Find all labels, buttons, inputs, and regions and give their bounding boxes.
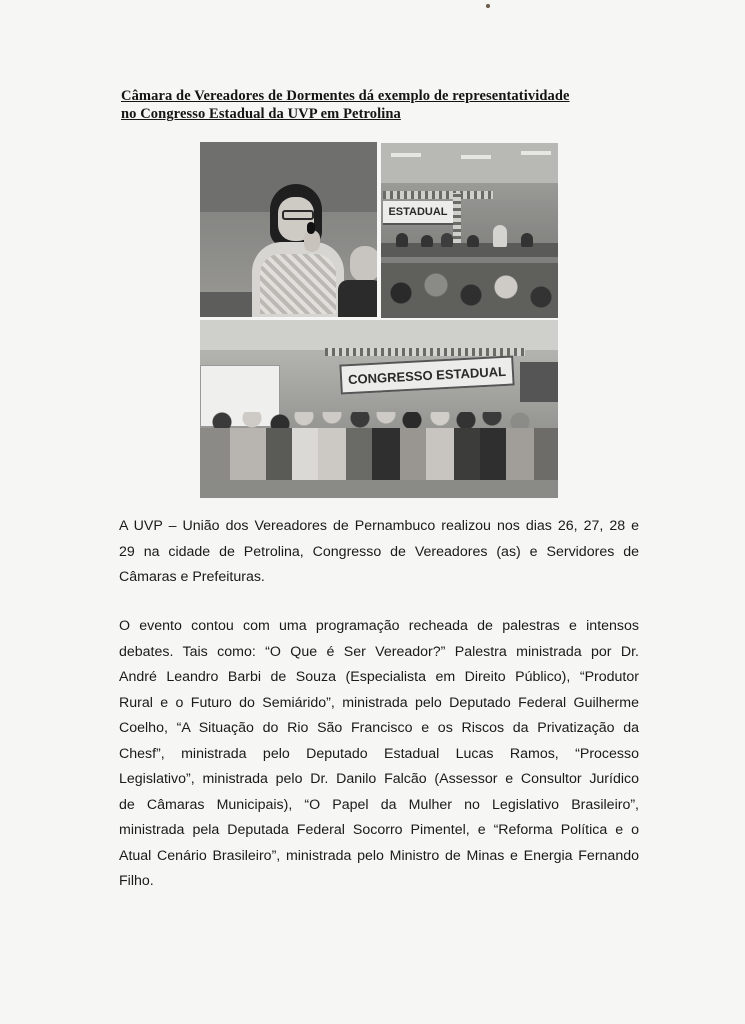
- paragraph-2-line: Coelho, “A Situação do Rio São Francisco e os Riscos da Privatização da: [119, 720, 639, 736]
- photo3-banner: CONGRESSO ESTADUAL: [339, 355, 514, 394]
- paragraph-1-line: Câmaras e Prefeituras.: [119, 569, 265, 585]
- title-line-1: Câmara de Vereadores de Dormentes dá exemplo de representatividade: [121, 88, 570, 104]
- paragraph-1-line: 29 na cidade de Petrolina, Congresso de Vereadores (as) e Servidores de: [119, 543, 639, 560]
- paragraph-2-line: Filho.: [119, 873, 154, 889]
- paragraph-2-line: Atual Cenário Brasileiro”, ministrada pelo Ministro de Minas e Energia Fernando: [119, 847, 639, 864]
- paragraph-2-line: Chesf”, ministrada pelo Deputado Estadual Lucas Ramos, “Processo: [119, 745, 639, 762]
- paragraph-2-line: O evento contou com uma programação recheada de palestras e intensos: [119, 618, 639, 634]
- paragraph-1-line: A UVP – União dos Vereadores de Pernambuco realizou nos dias 26, 27, 28 e: [119, 518, 639, 534]
- paragraph-2-line: André Leandro Barbi de Souza (Especialista em Direito Público), “Produtor: [119, 669, 639, 685]
- photo-group: [200, 320, 558, 498]
- paragraph-2: [119, 614, 639, 895]
- paragraph-2-line: debates. Tais como: “O Que é Ser Vereador?” Palestra ministrada por Dr.: [119, 643, 639, 660]
- photo2-banner: ESTADUAL: [383, 201, 453, 225]
- paragraph-2-line: Legislativo”, ministrada pelo Dr. Danilo Falcão (Assessor e Consultor Jurídico: [119, 771, 639, 787]
- paragraph-2-line: ministrada pela Deputada Federal Socorro Pimentel, e “Reforma Política e o: [119, 822, 639, 838]
- paragraph-2-line: Rural e o Futuro do Semiárido”, ministrada pelo Deputado Federal Guilherme: [119, 694, 639, 711]
- photo-speaker: [200, 142, 377, 317]
- scan-speck: [486, 4, 490, 8]
- article-title: [121, 87, 641, 123]
- paragraph-2-line: de Câmaras Municipais), “O Papel da Mulher no Legislativo Brasileiro”,: [119, 796, 639, 813]
- paragraph-1: [119, 514, 639, 591]
- title-line-2: no Congresso Estadual da UVP em Petrolina: [121, 106, 401, 122]
- photo-stage: [381, 143, 558, 318]
